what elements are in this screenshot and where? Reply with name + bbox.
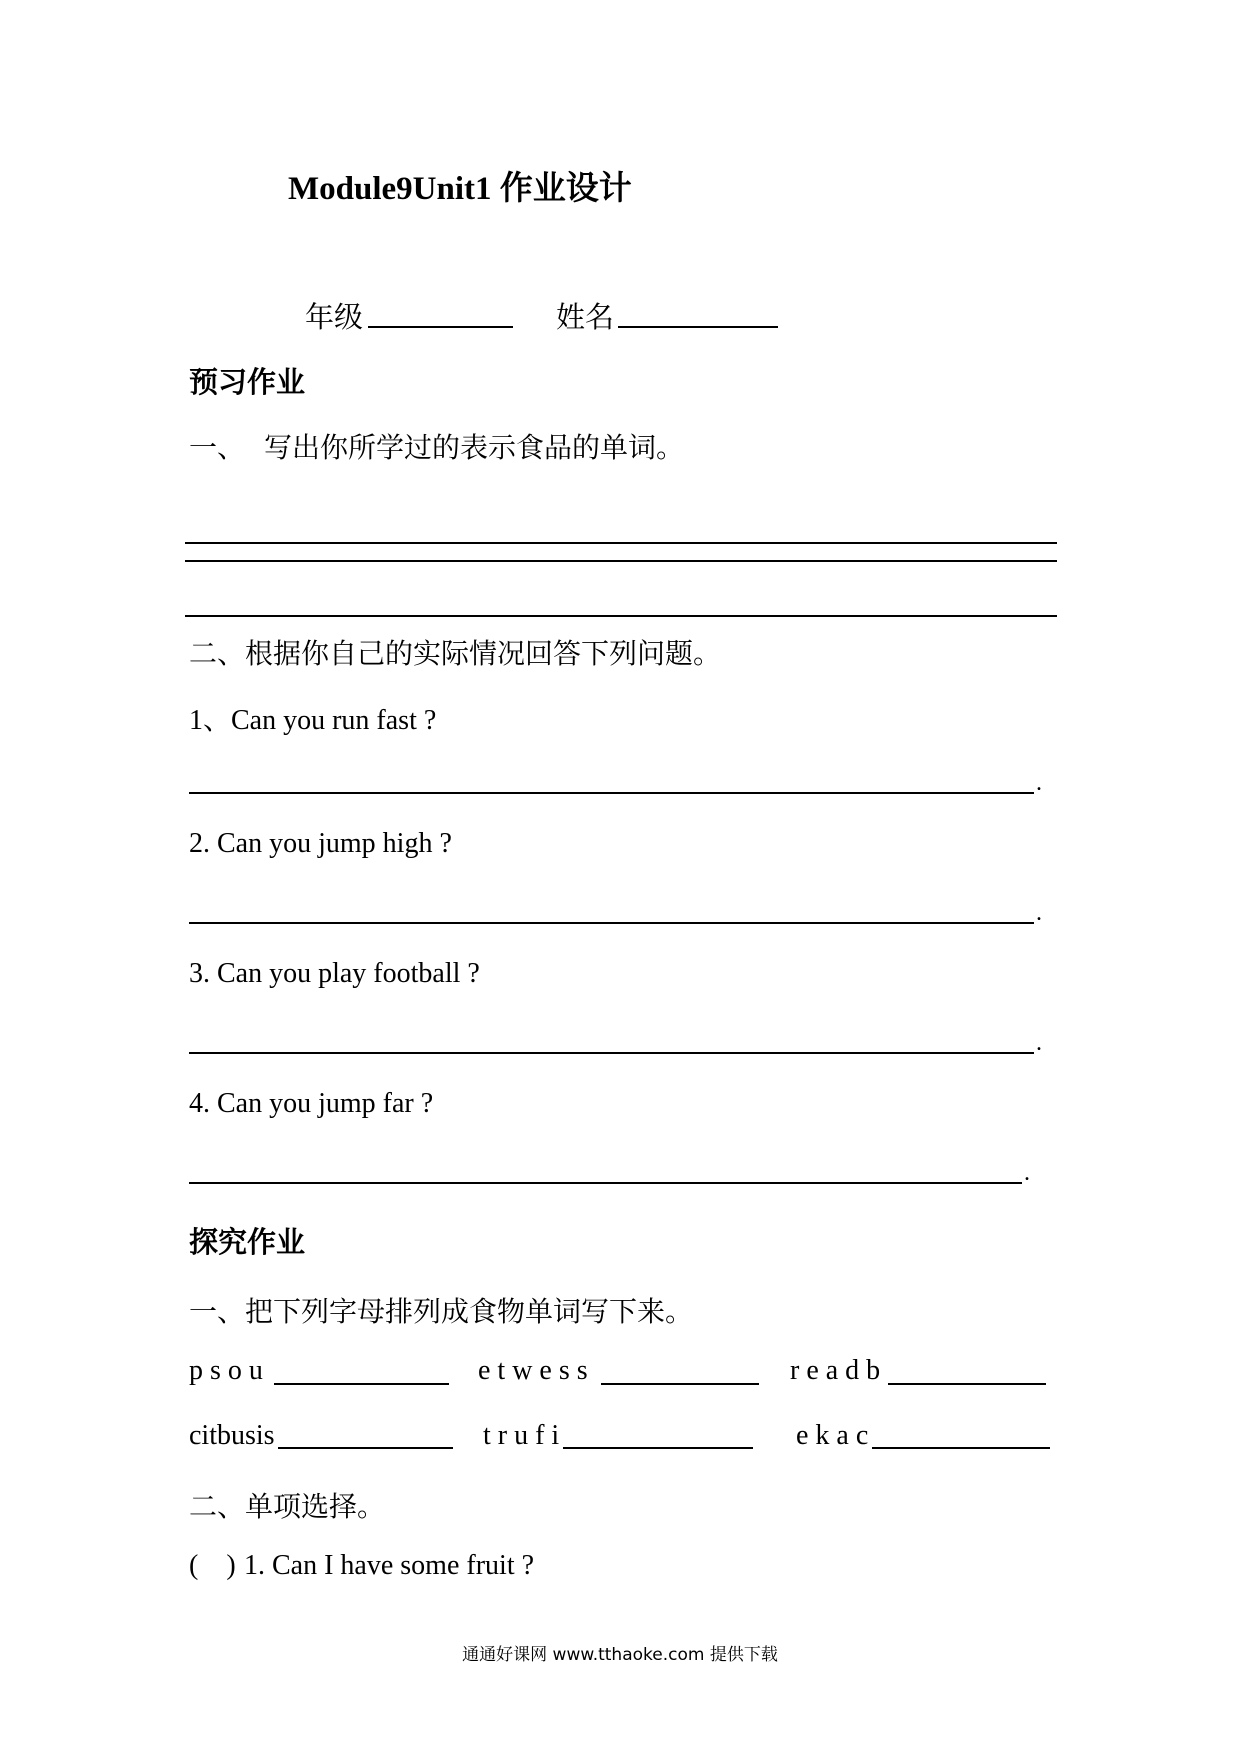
scrambled-word: readb: [790, 1355, 888, 1386]
question-2: 2. Can you jump high ?: [189, 828, 452, 859]
word-blank-line: [601, 1383, 759, 1385]
question-4-answer-line: [189, 1182, 1022, 1184]
preview-heading: 预习作业: [189, 367, 306, 399]
explore-heading: 探究作业: [189, 1227, 306, 1259]
question-3-answer-line: [189, 1052, 1034, 1054]
question-3-period: .: [1036, 1030, 1042, 1056]
scrambled-word: ekac: [796, 1420, 876, 1451]
word-blank-line: [274, 1383, 449, 1385]
footer-source: 通通好课网 www.tthaoke.com 提供下载: [462, 1645, 778, 1665]
question-3: 3. Can you play football ?: [189, 958, 480, 989]
name-label: 姓名: [556, 302, 615, 334]
grade-blank-line: [368, 326, 513, 328]
word-blank-line: [563, 1447, 753, 1449]
answer-line-2: [185, 560, 1057, 562]
answer-line-3: [185, 615, 1057, 617]
explore-q1-text: 一、把下列字母排列成食物单词写下来。: [189, 1297, 694, 1328]
scrambled-word: citbusis: [189, 1420, 275, 1451]
question-2-answer-line: [189, 922, 1034, 924]
name-blank-line: [618, 326, 778, 328]
word-blank-line: [888, 1383, 1046, 1385]
question-4: 4. Can you jump far ?: [189, 1088, 434, 1119]
choice-paren: ( ): [189, 1550, 236, 1581]
grade-label: 年级: [305, 302, 364, 334]
preview-q2-text: 二、根据你自己的实际情况回答下列问题。: [189, 639, 722, 670]
preview-q1-number: 一、: [189, 433, 246, 464]
explore-q2-text: 二、单项选择。: [189, 1492, 386, 1523]
question-2-period: .: [1036, 900, 1042, 926]
choice-item-1: 1. Can I have some fruit ?: [244, 1550, 535, 1581]
scrambled-word: etwess: [478, 1355, 595, 1386]
word-blank-line: [278, 1447, 453, 1449]
scrambled-word: psou: [189, 1355, 270, 1386]
question-1-answer-line: [189, 792, 1034, 794]
question-4-period: .: [1024, 1160, 1030, 1186]
page-title: Module9Unit1 作业设计: [288, 171, 632, 207]
question-1-period: .: [1036, 770, 1042, 796]
answer-line-1: [185, 542, 1057, 544]
scrambled-word: trufi: [483, 1420, 567, 1451]
preview-q1-text: 写出你所学过的表示食品的单词。: [264, 433, 685, 464]
word-blank-line: [872, 1447, 1050, 1449]
question-1: 1、Can you run fast ?: [189, 705, 437, 736]
